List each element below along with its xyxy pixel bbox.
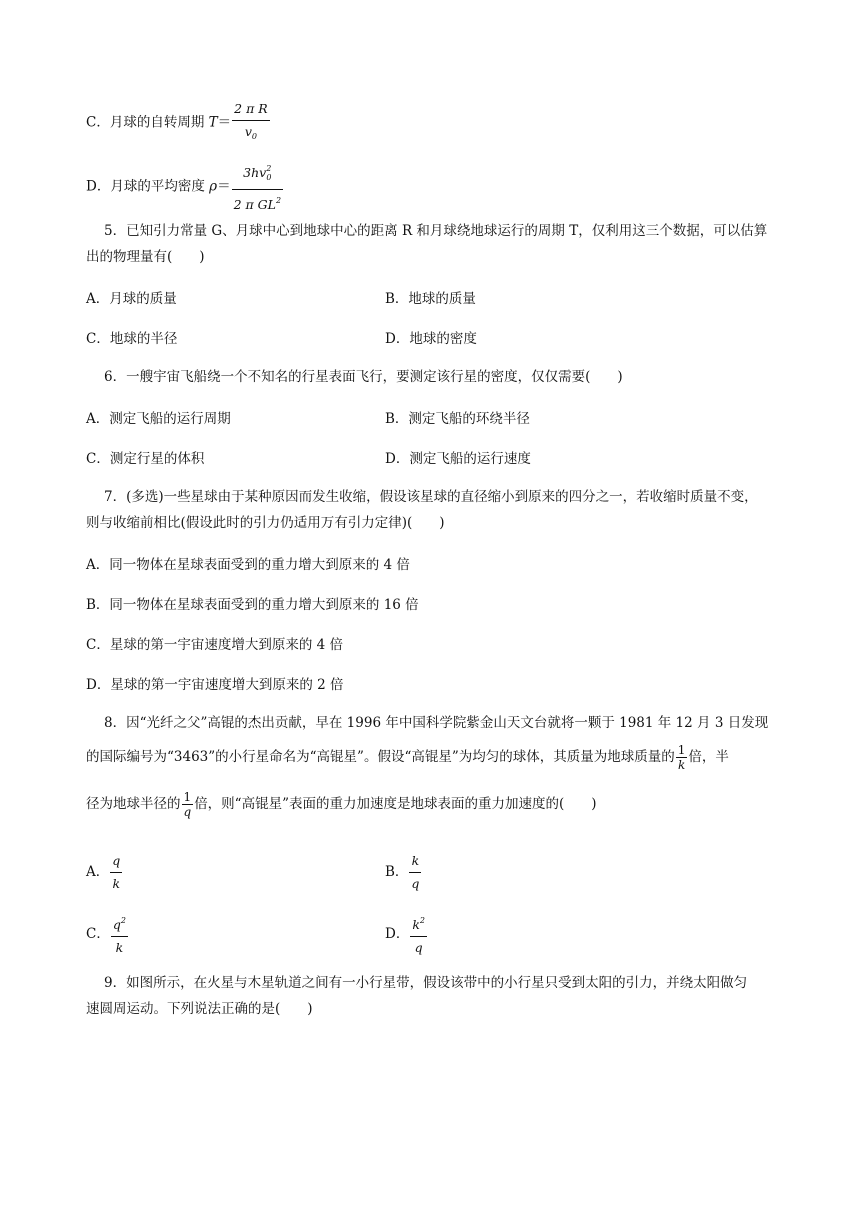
q5-option-c: C．地球的半径 [86, 331, 178, 347]
q4-option-d: D．月球的平均密度 ρ＝ $\frac{3hv^2_0}{2 \pi GL^2}$ [86, 158, 284, 216]
q7-stem-line2: 则与收缩前相比(假设此时的引力仍适用万有引力定律)( ) [86, 515, 445, 531]
q6-stem: 6．一艘宇宙飞船绕一个不知名的行星表面飞行，要测定该行星的密度，仅仅需要( ) [104, 369, 623, 385]
q8-stem-line2: 的国际编号为“3463”的小行星命名为“高锟星”。假设“高锟星”为均匀的球体，其质量为地球质量的 $\frac{1}{k}$ 倍，半 [86, 743, 729, 772]
q7-option-c: C．星球的第一宇宙速度增大到原来的 4 倍 [86, 637, 344, 653]
q5-option-b: B．地球的质量 [385, 291, 476, 307]
q7-option-b: B．同一物体在星球表面受到的重力增大到原来的 16 倍 [86, 597, 419, 613]
q6-option-d: D．测定飞船的运行速度 [385, 451, 531, 467]
q6-option-c: C．测定行星的体积 [86, 451, 205, 467]
q8-option-a: A． $\frac{q}{k}$ [86, 850, 123, 895]
q8-option-b: B． $\frac{k}{q}$ [385, 850, 422, 895]
fraction: $\frac{1}{k}$ [677, 743, 686, 772]
fraction: $\frac{q}{k}$ [110, 850, 122, 895]
fraction: $\frac{\text{2 π R}}{v_0}$ [232, 98, 270, 148]
q7-option-a: A．同一物体在星球表面受到的重力增大到原来的 4 倍 [86, 557, 410, 573]
q6-option-b: B．测定飞船的环绕半径 [385, 411, 530, 427]
q5-stem-line1: 5．已知引力常量 G、月球中心到地球中心的距离 R 和月球绕地球运行的周期 T，仅利用这三个数据，可以估算 [104, 223, 768, 239]
fraction: $\frac{3hv^2_0}{2 \pi GL^2}$ [232, 158, 284, 216]
q9-stem-line2: 速圆周运动。下列说法正确的是( ) [86, 1001, 313, 1017]
q5-option-d: D．地球的密度 [385, 331, 477, 347]
q7-option-d: D．星球的第一宇宙速度增大到原来的 2 倍 [86, 677, 344, 693]
q9-stem-line1: 9．如图所示，在火星与木星轨道之间有一小行星带，假设该带中的小行星只受到太阳的引力，并绕太阳做匀 [104, 975, 748, 991]
q8-option-c: C． $\frac{q^2}{k}$ [86, 910, 129, 959]
fraction: $\frac{1}{q}$ [183, 790, 192, 819]
fraction: $\frac{k^2}{q}$ [410, 910, 427, 959]
fraction: $\frac{q^2}{k}$ [111, 910, 128, 959]
q5-stem-line2: 出的物理量有( ) [86, 249, 205, 265]
q8-option-d: D． $\frac{k^2}{q}$ [385, 910, 428, 959]
q8-stem-line3: 径为地球半径的 $\frac{1}{q}$ 倍，则“高锟星”表面的重力加速度是地球表面的重力加速度的( ) [86, 790, 597, 819]
q6-option-a: A．测定飞船的运行周期 [86, 411, 231, 427]
fraction: $\frac{k}{q}$ [409, 850, 421, 895]
q4-option-c: C．月球的自转周期 T＝ $\frac{\text{2 π R}}{v_0}$ [86, 98, 271, 148]
q5-option-a: A．月球的质量 [86, 291, 177, 307]
q8-stem-line1: 8．因“光纤之父”高锟的杰出贡献，早在 1996 年中国科学院紫金山天文台就将一颗于 1981 年 12 月 3 日发现 [104, 715, 769, 731]
q7-stem-line1: 7．(多选)一些星球由于某种原因而发生收缩，假设该星球的直径缩小到原来的四分之一，若收缩时质量不变， [104, 489, 758, 505]
